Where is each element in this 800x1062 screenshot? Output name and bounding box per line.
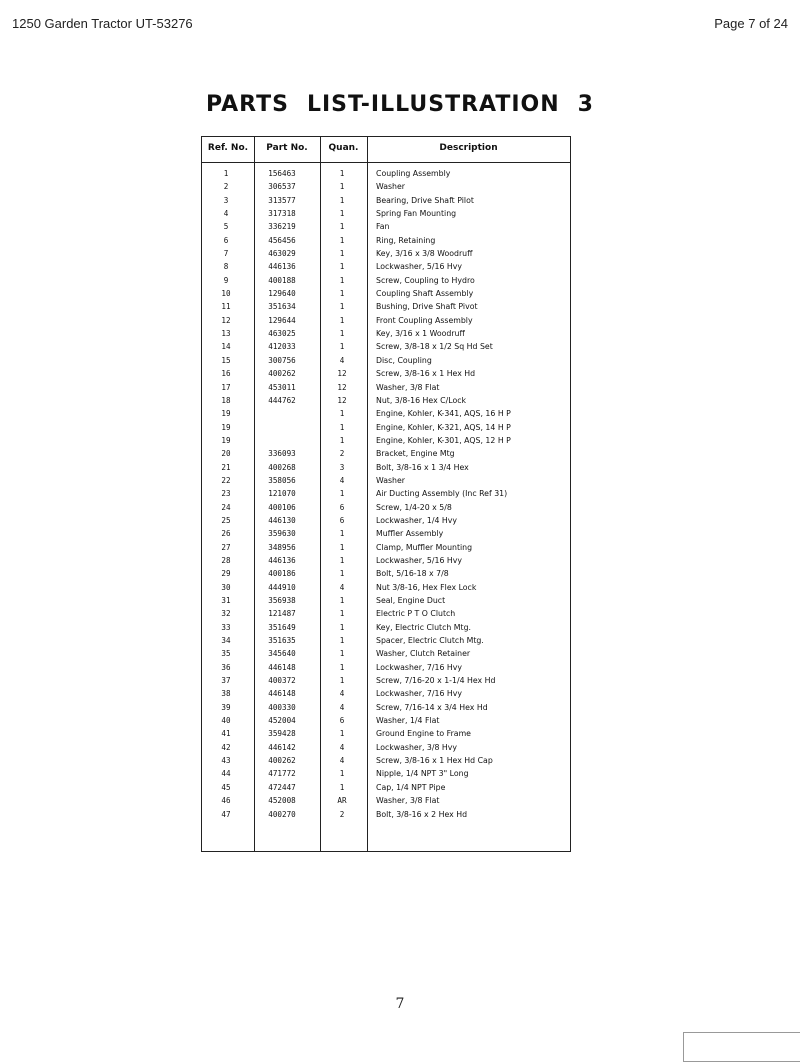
header-part-no: Part No. <box>266 143 308 153</box>
ref-cell: 14 <box>221 342 231 352</box>
ref-cell: 41 <box>221 729 231 739</box>
ref-cell: 2 <box>223 182 229 192</box>
description-cell: Screw, 3/8-18 x 1/2 Sq Hd Set <box>376 342 493 352</box>
quantity-cell: AR <box>337 796 347 806</box>
quantity-cell: 12 <box>337 395 347 405</box>
ref-cell: 5 <box>223 222 229 232</box>
quantity-cell: 1 <box>339 596 345 605</box>
ref-cell: 25 <box>221 515 231 525</box>
ref-cell: 38 <box>221 689 231 699</box>
description-cell: Disc, Coupling <box>376 355 432 365</box>
ref-cell: 31 <box>221 596 231 605</box>
table-row <box>202 381 570 394</box>
description-cell: Washer, Clutch Retainer <box>376 649 471 659</box>
table-row <box>202 394 570 407</box>
description-cell: Key, 3/16 x 1 Woodruff <box>376 329 465 339</box>
table-row <box>202 474 570 487</box>
description-cell: Ground Engine to Frame <box>376 729 471 739</box>
part-number-cell: 351635 <box>268 636 296 646</box>
quantity-cell: 1 <box>339 195 345 205</box>
table-row <box>202 354 570 367</box>
description-cell: Nut 3/8-16, Hex Flex Lock <box>376 582 477 592</box>
table-row <box>202 234 570 247</box>
part-number-cell: 471772 <box>268 769 296 779</box>
part-number-cell: 446136 <box>268 262 296 272</box>
quantity-cell: 1 <box>339 169 345 178</box>
ref-cell: 24 <box>221 502 231 512</box>
quantity-cell: 1 <box>339 662 345 672</box>
table-row <box>202 501 570 514</box>
description-cell: Front Coupling Assembly <box>376 315 473 325</box>
quantity-cell: 1 <box>339 342 345 352</box>
table-row <box>202 167 570 180</box>
page-indicator: Page 7 of 24 <box>714 16 788 31</box>
part-number-cell: 444910 <box>268 582 296 592</box>
part-number-cell: 300756 <box>268 355 296 365</box>
description-cell: Bushing, Drive Shaft Pivot <box>376 302 478 312</box>
ref-cell: 9 <box>223 275 229 285</box>
ref-cell: 47 <box>221 809 231 819</box>
part-number-cell: 400330 <box>268 702 296 712</box>
quantity-cell: 1 <box>339 529 345 539</box>
table-row <box>202 421 570 434</box>
ref-cell: 3 <box>223 195 229 205</box>
table-row <box>202 314 570 327</box>
quantity-cell: 4 <box>339 355 345 365</box>
part-number-cell: 400106 <box>268 502 296 512</box>
description-cell: Lockwasher, 3/8 Hvy <box>376 742 458 752</box>
part-number-cell: 400186 <box>268 569 296 579</box>
quantity-cell: 1 <box>339 555 345 565</box>
table-row <box>202 767 570 780</box>
ref-cell: 30 <box>221 582 231 592</box>
part-number-cell: 336219 <box>268 222 296 232</box>
header-divider <box>202 162 570 163</box>
quantity-cell: 1 <box>339 569 345 579</box>
table-row <box>202 514 570 527</box>
table-row <box>202 661 570 674</box>
ref-cell: 42 <box>221 742 231 752</box>
quantity-cell: 1 <box>339 409 345 419</box>
description-cell: Washer <box>376 182 405 192</box>
table-row <box>202 461 570 474</box>
description-cell: Lockwasher, 5/16 Hvy <box>376 555 462 565</box>
table-row <box>202 220 570 233</box>
table-row <box>202 567 570 580</box>
table-row <box>202 260 570 273</box>
table-row <box>202 180 570 193</box>
ref-cell: 19 <box>221 422 231 432</box>
description-cell: Bearing, Drive Shaft Pilot <box>376 195 474 205</box>
table-row <box>202 407 570 420</box>
table-row <box>202 594 570 607</box>
part-number-cell: 453011 <box>268 382 296 392</box>
ref-cell: 32 <box>221 609 231 619</box>
part-number-cell: 446130 <box>268 515 296 525</box>
description-cell: Screw, 7/16-14 x 3/4 Hex Hd <box>376 702 488 712</box>
description-cell: Washer, 3/8 Flat <box>376 382 440 392</box>
quantity-cell: 4 <box>339 702 345 712</box>
title-part-2: LIST-ILLUSTRATION <box>306 92 560 117</box>
part-number-cell: 463029 <box>268 249 296 259</box>
part-number-cell: 306537 <box>268 182 296 192</box>
part-number-cell: 444762 <box>268 395 296 405</box>
quantity-cell: 6 <box>339 515 345 525</box>
ref-cell: 16 <box>221 369 231 379</box>
ref-cell: 6 <box>223 235 229 245</box>
description-cell: Key, 3/16 x 3/8 Woodruff <box>376 249 473 259</box>
corner-frame <box>683 1032 800 1062</box>
ref-cell: 21 <box>221 462 231 472</box>
description-cell: Screw, Coupling to Hydro <box>376 275 475 285</box>
quantity-cell: 1 <box>339 782 345 792</box>
ref-cell: 12 <box>221 315 231 325</box>
quantity-cell: 1 <box>339 315 345 325</box>
ref-cell: 40 <box>221 716 231 726</box>
table-row <box>202 287 570 300</box>
description-cell: Bracket, Engine Mtg <box>376 449 455 459</box>
ref-cell: 27 <box>221 542 231 552</box>
description-cell: Muffler Assembly <box>376 529 444 539</box>
table-row <box>202 367 570 380</box>
table-row <box>202 634 570 647</box>
ref-cell: 34 <box>221 636 231 646</box>
table-row <box>202 194 570 207</box>
quantity-cell: 1 <box>339 729 345 739</box>
ref-cell: 29 <box>221 569 231 579</box>
quantity-cell: 1 <box>339 302 345 312</box>
table-row <box>202 274 570 287</box>
part-number-cell: 129640 <box>268 289 296 299</box>
quantity-cell: 1 <box>339 769 345 779</box>
ref-cell: 22 <box>221 475 231 485</box>
quantity-cell: 1 <box>339 222 345 232</box>
description-cell: Coupling Shaft Assembly <box>376 289 474 299</box>
table-row <box>202 541 570 554</box>
part-number-cell: 400372 <box>268 676 296 686</box>
quantity-cell: 1 <box>339 182 345 192</box>
ref-cell: 46 <box>221 796 231 806</box>
part-number-cell: 313577 <box>268 195 296 205</box>
table-row <box>202 621 570 634</box>
part-number-cell: 452004 <box>268 716 296 726</box>
description-cell: Screw, 7/16-20 x 1-1/4 Hex Hd <box>376 676 496 686</box>
ref-cell: 28 <box>221 555 231 565</box>
part-number-cell: 412033 <box>268 342 296 352</box>
table-row <box>202 674 570 687</box>
table-row <box>202 754 570 767</box>
ref-cell: 1 <box>223 169 229 178</box>
quantity-cell: 4 <box>339 742 345 752</box>
ref-cell: 13 <box>221 329 231 339</box>
parts-table <box>201 136 571 852</box>
table-row <box>202 327 570 340</box>
title-part-3: 3 <box>577 92 594 117</box>
part-number-cell: 359630 <box>268 529 296 539</box>
table-row <box>202 687 570 700</box>
ref-cell: 39 <box>221 702 231 712</box>
ref-cell: 19 <box>221 435 231 445</box>
description-cell: Washer, 3/8 Flat <box>376 796 440 806</box>
part-number-cell: 121070 <box>268 489 296 499</box>
part-number-cell: 359428 <box>268 729 296 739</box>
title-part-1: PARTS <box>206 92 289 117</box>
part-number-cell: 156463 <box>268 169 296 178</box>
table-row <box>202 808 570 821</box>
header-ref-no: Ref. No. <box>207 143 249 153</box>
description-cell: Screw, 3/8-16 x 1 Hex Hd Cap <box>376 756 493 766</box>
part-number-cell: 317318 <box>268 209 296 219</box>
part-number-cell: 452008 <box>268 796 296 806</box>
quantity-cell: 4 <box>339 475 345 485</box>
header-description: Description <box>439 143 498 153</box>
ref-cell: 35 <box>221 649 231 659</box>
description-cell: Lockwasher, 5/16 Hvy <box>376 262 462 272</box>
quantity-cell: 12 <box>337 382 347 392</box>
parts-table-body <box>202 167 570 821</box>
ref-cell: 15 <box>221 355 231 365</box>
quantity-cell: 1 <box>339 609 345 619</box>
description-cell: Bolt, 5/16-18 x 7/8 <box>376 569 449 579</box>
description-cell: Engine, Kohler, K-301, AQS, 12 H P <box>376 435 511 445</box>
ref-cell: 36 <box>221 662 231 672</box>
description-cell: Clamp, Muffler Mounting <box>376 542 473 552</box>
table-row <box>202 607 570 620</box>
description-cell: Engine, Kohler, K-321, AQS, 14 H P <box>376 422 511 432</box>
quantity-cell: 1 <box>339 289 345 299</box>
quantity-cell: 1 <box>339 262 345 272</box>
quantity-cell: 6 <box>339 716 345 726</box>
table-row <box>202 527 570 540</box>
part-number-cell: 336093 <box>268 449 296 459</box>
part-number-cell: 400262 <box>268 369 296 379</box>
part-number-cell: 400270 <box>268 809 296 819</box>
part-number-cell: 351649 <box>268 622 296 632</box>
table-row <box>202 447 570 460</box>
part-number-cell: 400268 <box>268 462 296 472</box>
table-row <box>202 701 570 714</box>
part-number-cell: 345640 <box>268 649 296 659</box>
table-row <box>202 794 570 807</box>
description-cell: Lockwasher, 1/4 Hvy <box>376 515 458 525</box>
part-number-cell: 121487 <box>268 609 296 619</box>
ref-cell: 19 <box>221 409 231 419</box>
ref-cell: 26 <box>221 529 231 539</box>
part-number-cell: 356938 <box>268 596 296 605</box>
quantity-cell: 6 <box>339 502 345 512</box>
description-cell: Bolt, 3/8-16 x 2 Hex Hd <box>376 809 468 819</box>
table-row <box>202 647 570 660</box>
quantity-cell: 1 <box>339 209 345 219</box>
ref-cell: 43 <box>221 756 231 766</box>
table-row <box>202 300 570 313</box>
table-row <box>202 207 570 220</box>
quantity-cell: 1 <box>339 275 345 285</box>
description-cell: Lockwasher, 7/16 Hvy <box>376 662 462 672</box>
part-number-cell: 446148 <box>268 662 296 672</box>
description-cell: Nut, 3/8-16 Hex C/Lock <box>376 395 467 405</box>
description-cell: Ring, Retaining <box>376 235 436 245</box>
ref-cell: 17 <box>221 382 231 392</box>
quantity-cell: 4 <box>339 756 345 766</box>
parts-list-title <box>0 92 800 117</box>
quantity-cell: 1 <box>339 622 345 632</box>
description-cell: Air Ducting Assembly (Inc Ref 31) <box>376 489 508 499</box>
description-cell: Electric P T O Clutch <box>376 609 456 619</box>
table-row <box>202 554 570 567</box>
description-cell: Engine, Kohler, K-341, AQS, 16 H P <box>376 409 511 419</box>
quantity-cell: 1 <box>339 489 345 499</box>
description-cell: Spacer, Electric Clutch Mtg. <box>376 636 484 646</box>
description-cell: Cap, 1/4 NPT Pipe <box>376 782 446 792</box>
description-cell: Spring Fan Mounting <box>376 209 457 219</box>
ref-cell: 45 <box>221 782 231 792</box>
quantity-cell: 1 <box>339 329 345 339</box>
table-row <box>202 434 570 447</box>
quantity-cell: 4 <box>339 582 345 592</box>
ref-cell: 33 <box>221 622 231 632</box>
table-row <box>202 487 570 500</box>
description-cell: Key, Electric Clutch Mtg. <box>376 622 471 632</box>
description-cell: Seal, Engine Duct <box>376 596 446 605</box>
quantity-cell: 1 <box>339 435 345 445</box>
quantity-cell: 1 <box>339 636 345 646</box>
ref-cell: 4 <box>223 209 229 219</box>
table-row <box>202 727 570 740</box>
part-number-cell: 351634 <box>268 302 296 312</box>
quantity-cell: 1 <box>339 235 345 245</box>
quantity-cell: 1 <box>339 422 345 432</box>
description-cell: Coupling Assembly <box>376 169 451 178</box>
quantity-cell: 1 <box>339 542 345 552</box>
ref-cell: 20 <box>221 449 231 459</box>
part-number-cell: 446136 <box>268 555 296 565</box>
table-row <box>202 340 570 353</box>
part-number-cell: 358056 <box>268 475 296 485</box>
part-number-cell: 472447 <box>268 782 296 792</box>
table-row <box>202 247 570 260</box>
part-number-cell: 348956 <box>268 542 296 552</box>
quantity-cell: 1 <box>339 649 345 659</box>
part-number-cell: 446148 <box>268 689 296 699</box>
ref-cell: 11 <box>221 302 231 312</box>
part-number-cell: 463025 <box>268 329 296 339</box>
description-cell: Nipple, 1/4 NPT 3" Long <box>376 769 469 779</box>
description-cell: Lockwasher, 7/16 Hvy <box>376 689 462 699</box>
part-number-cell: 446142 <box>268 742 296 752</box>
quantity-cell: 1 <box>339 249 345 259</box>
quantity-cell: 4 <box>339 689 345 699</box>
description-cell: Screw, 1/4-20 x 5/8 <box>376 502 452 512</box>
quantity-cell: 3 <box>339 462 345 472</box>
part-number-cell: 400262 <box>268 756 296 766</box>
description-cell: Screw, 3/8-16 x 1 Hex Hd <box>376 369 476 379</box>
description-cell: Washer <box>376 475 405 485</box>
description-cell: Fan <box>376 222 390 232</box>
quantity-cell: 2 <box>339 449 345 459</box>
quantity-cell: 1 <box>339 676 345 686</box>
table-row <box>202 741 570 754</box>
ref-cell: 10 <box>221 289 231 299</box>
table-row <box>202 581 570 594</box>
ref-cell: 44 <box>221 769 231 779</box>
document-title: 1250 Garden Tractor UT-53276 <box>12 16 193 31</box>
ref-cell: 7 <box>223 249 229 259</box>
part-number-cell: 456456 <box>268 235 296 245</box>
ref-cell: 37 <box>221 676 231 686</box>
description-cell: Washer, 1/4 Flat <box>376 716 440 726</box>
part-number-cell: 400188 <box>268 275 296 285</box>
quantity-cell: 2 <box>339 809 345 819</box>
ref-cell: 8 <box>223 262 229 272</box>
table-row <box>202 781 570 794</box>
header-quantity: Quan. <box>328 143 359 153</box>
quantity-cell: 12 <box>337 369 347 379</box>
part-number-cell: 129644 <box>268 315 296 325</box>
ref-cell: 23 <box>221 489 231 499</box>
description-cell: Bolt, 3/8-16 x 1 3/4 Hex <box>376 462 469 472</box>
table-row <box>202 714 570 727</box>
page-number: 7 <box>395 996 405 1012</box>
ref-cell: 18 <box>221 395 231 405</box>
